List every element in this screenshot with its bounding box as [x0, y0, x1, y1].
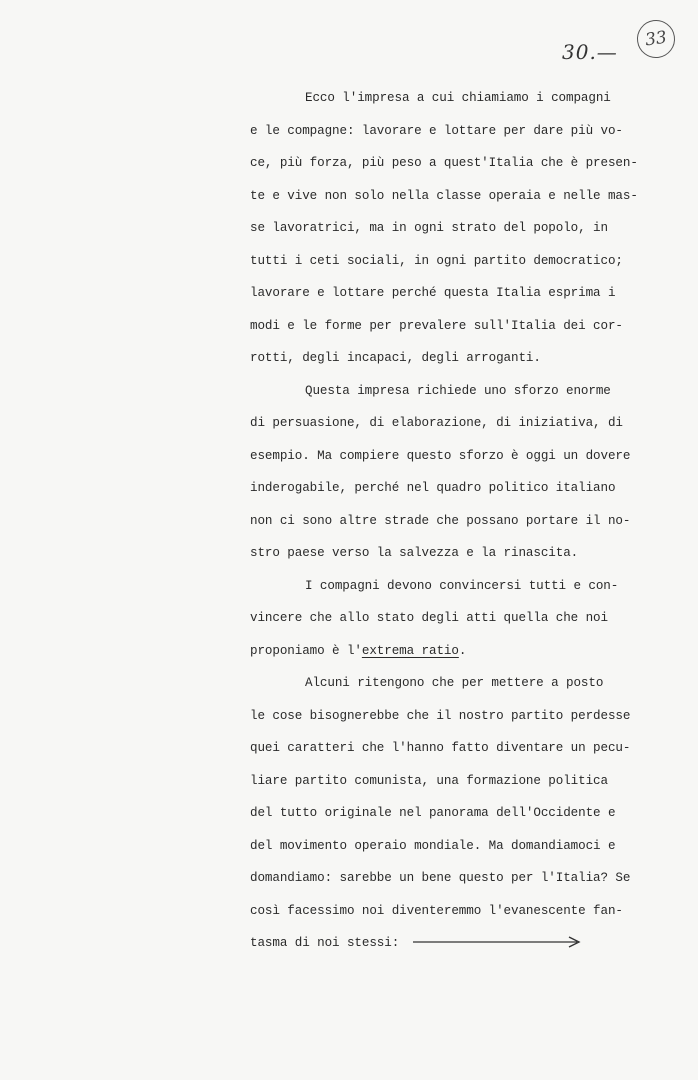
text-line: non ci sono altre strade che possano portare il no- [250, 513, 631, 528]
page-number: 30.— [562, 40, 618, 64]
text-line: rotti, degli incapaci, degli arroganti. [250, 351, 541, 365]
underlined-phrase: extrema ratio [361, 643, 459, 658]
text-line: esempio. Ma compiere questo sforzo è oggi un dovere [250, 448, 631, 463]
paragraph-3 [250, 570, 650, 668]
text-line: Alcuni ritengono che per mettere a posto [305, 676, 604, 690]
text-line: del tutto originale nel panorama dell'Occidente e [250, 806, 616, 820]
text-line: I compagni devono convincersi tutti e con- [305, 578, 619, 593]
text-line: così facessimo noi diventeremmo l'evanescente fan- [250, 903, 623, 918]
text-line: stro paese verso la salvezza e la rinascita. [250, 546, 579, 560]
paragraph-1 [250, 82, 650, 375]
text-line: e le compagne: lavorare e lottare per dare più vo- [250, 123, 623, 138]
text-span: . [458, 643, 467, 658]
paragraph-2 [250, 375, 650, 570]
text-line: le cose bisognerebbe che il nostro partito perdesse [250, 708, 631, 723]
text-line-with-arrow [250, 927, 650, 960]
text-line: lavorare e lottare perché questa Italia esprima i [250, 286, 616, 300]
text-line: liare partito comunista, una formazione politica [250, 773, 608, 788]
text-line: inderogabile, perché nel quadro politico italiano [250, 481, 616, 495]
paragraph-4 [250, 667, 650, 960]
text-line: quei caratteri che l'hanno fatto diventare un pecu- [250, 741, 631, 755]
text-line: Ecco l'impresa a cui chiamiamo i compagni [305, 91, 611, 105]
text-line: di persuasione, di elaborazione, di iniziativa, di [250, 416, 623, 430]
text-line: del movimento operaio mondiale. Ma domandiamoci e [250, 838, 616, 853]
text-line: tutti i ceti sociali, in ogni partito democratico; [250, 253, 623, 268]
continuation-arrow-icon [409, 935, 584, 949]
text-span: tasma di noi stessi: [250, 936, 400, 950]
document-body [250, 82, 650, 960]
folio-circled-number: 33 [635, 18, 678, 61]
text-line: modi e le forme per prevalere sull'Italia dei cor- [250, 318, 623, 333]
text-line: ce, più forza, più peso a quest'Italia che è presen- [250, 156, 638, 170]
text-line: vincere che allo stato degli atti quella che noi [250, 611, 608, 625]
text-line: te e vive non solo nella classe operaia e nelle mas- [250, 188, 638, 203]
text-span: proponiamo è l' [250, 643, 362, 658]
text-line: se lavoratrici, ma in ogni strato del popolo, in [250, 221, 608, 235]
text-line: domandiamo: sarebbe un bene questo per l'Italia? Se [250, 871, 631, 885]
text-line: Questa impresa richiede uno sforzo enorme [305, 383, 611, 398]
text-line-with-emphasis [250, 635, 650, 668]
